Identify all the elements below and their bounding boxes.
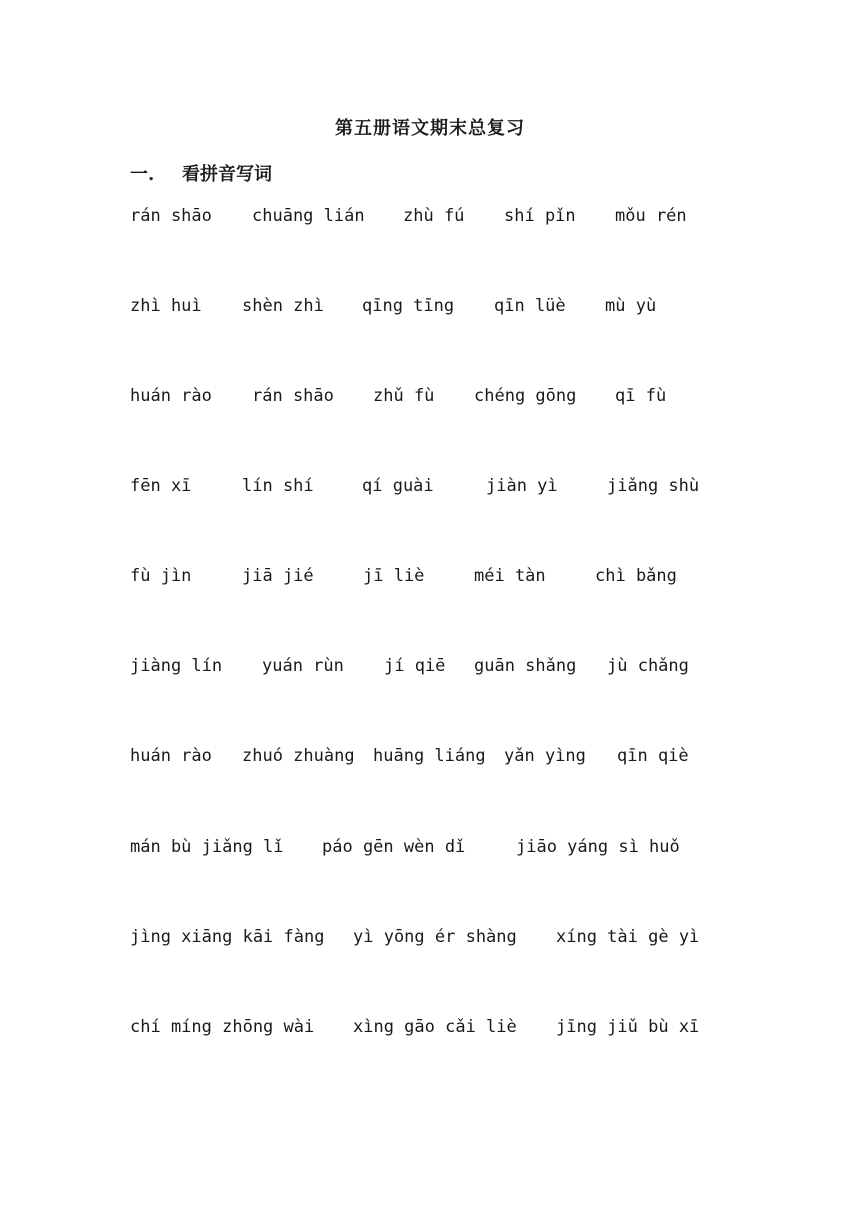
- pinyin-word: shèn zhì: [242, 296, 324, 316]
- pinyin-word: chì bǎng: [595, 566, 677, 586]
- pinyin-word: shí pǐn: [504, 206, 576, 226]
- pinyin-word: jiā jié: [242, 566, 314, 586]
- pinyin-word: zhuó zhuàng: [242, 746, 355, 766]
- pinyin-word: qīn qiè: [617, 746, 689, 766]
- pinyin-word: chéng gōng: [474, 386, 577, 406]
- pinyin-row: [0, 1017, 860, 1041]
- pinyin-word: rán shāo: [252, 386, 334, 406]
- pinyin-word: guān shǎng: [474, 656, 577, 676]
- pinyin-word: zhǔ fù: [373, 386, 435, 406]
- pinyin-word: xìng gāo cǎi liè: [353, 1017, 517, 1037]
- pinyin-word: chí míng zhōng wài: [130, 1017, 315, 1037]
- pinyin-word: qīn lüè: [494, 296, 566, 316]
- pinyin-word: qīng tīng: [362, 296, 455, 316]
- pinyin-word: huāng liáng: [373, 746, 486, 766]
- pinyin-word: jiàn yì: [486, 476, 558, 496]
- pinyin-word: yuán rùn: [262, 656, 344, 676]
- pinyin-word: páo gēn wèn dǐ: [322, 837, 466, 857]
- pinyin-word: méi tàn: [474, 566, 546, 586]
- pinyin-word: jiàng lín: [130, 656, 223, 676]
- pinyin-word: xíng tài gè yì: [556, 927, 700, 947]
- pinyin-word: zhù fú: [403, 206, 465, 226]
- pinyin-word: lín shí: [242, 476, 314, 496]
- pinyin-word: jù chǎng: [607, 656, 689, 676]
- pinyin-word: jiǎng shù: [607, 476, 700, 496]
- pinyin-word: yǎn yìng: [504, 746, 586, 766]
- pinyin-row: [0, 206, 860, 230]
- pinyin-row: [0, 656, 860, 680]
- section-heading: [130, 160, 272, 186]
- pinyin-row: [0, 566, 860, 590]
- section-title: 看拼音写词: [182, 164, 272, 185]
- pinyin-word: huán rào: [130, 386, 212, 406]
- pinyin-word: chuāng lián: [252, 206, 365, 226]
- document-title: 第五册语文期末总复习: [335, 118, 525, 139]
- pinyin-row: [0, 476, 860, 500]
- pinyin-word: jī liè: [363, 566, 425, 586]
- pinyin-word: qī fù: [615, 386, 667, 406]
- pinyin-word: rán shāo: [130, 206, 212, 226]
- section-number: 一.: [130, 164, 155, 185]
- pinyin-word: qí guài: [362, 476, 434, 496]
- pinyin-row: [0, 386, 860, 410]
- pinyin-word: jìng xiāng kāi fàng: [130, 927, 325, 947]
- pinyin-word: jiāo yáng sì huǒ: [516, 837, 680, 857]
- pinyin-word: jí qiē: [384, 656, 446, 676]
- pinyin-word: fù jìn: [130, 566, 192, 586]
- pinyin-word: mán bù jiǎng lǐ: [130, 837, 284, 857]
- pinyin-word: mǒu rén: [615, 206, 687, 226]
- pinyin-row: [0, 296, 860, 320]
- pinyin-word: huán rào: [130, 746, 212, 766]
- pinyin-word: fēn xī: [130, 476, 192, 496]
- pinyin-row: [0, 837, 860, 861]
- pinyin-word: jīng jiǔ bù xī: [556, 1017, 700, 1037]
- pinyin-row: [0, 746, 860, 770]
- pinyin-row: [0, 927, 860, 951]
- pinyin-word: mù yù: [605, 296, 657, 316]
- pinyin-word: yì yōng ér shàng: [353, 927, 517, 947]
- pinyin-word: zhì huì: [130, 296, 202, 316]
